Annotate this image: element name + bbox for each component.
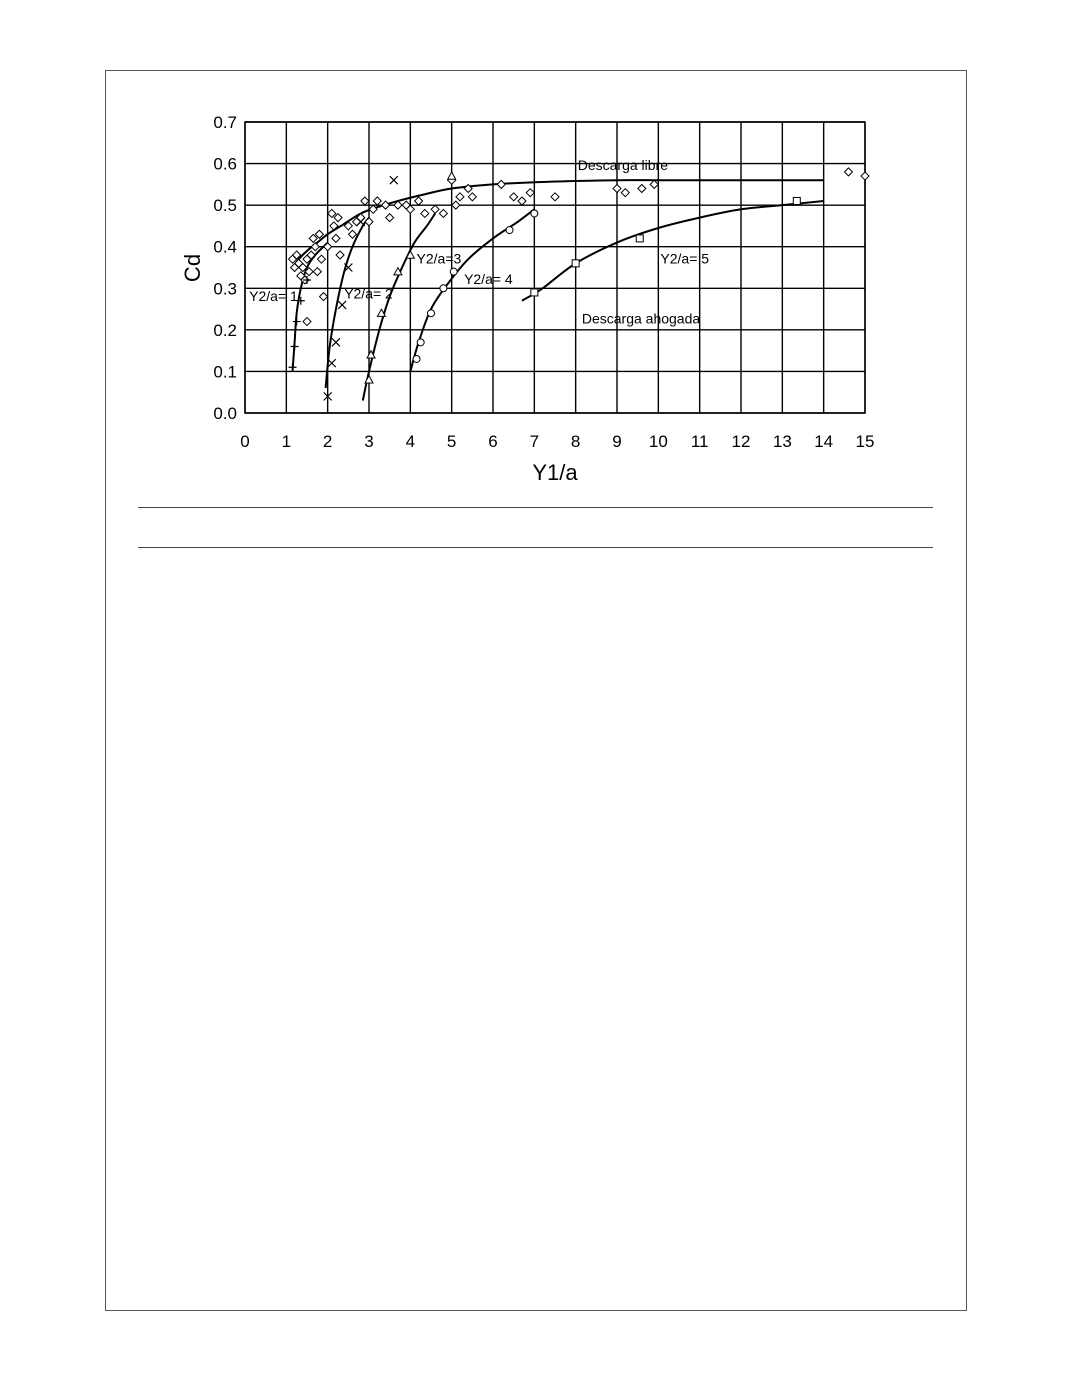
y-axis-title: Cd	[180, 253, 205, 283]
x-tick-labels	[240, 432, 874, 451]
x-tick-label: 11	[690, 432, 709, 451]
circle-marker	[450, 268, 457, 275]
curve-annotation: Descarga libre	[577, 156, 668, 173]
x-tick-label: 10	[648, 432, 668, 451]
circle-marker	[506, 227, 513, 234]
circle-marker	[428, 310, 435, 317]
x-tick-label: 3	[364, 432, 374, 451]
y-tick-label: 0.3	[213, 279, 237, 299]
x-tick-label: 14	[814, 432, 834, 451]
x-tick-label: 1	[281, 432, 292, 451]
y-tick-label: 0.0	[213, 404, 237, 423]
y-tick-labels	[213, 113, 237, 423]
x-tick-label: 5	[446, 432, 457, 451]
y-tick-label: 0.2	[213, 320, 237, 340]
x-tick-label: 0	[240, 432, 250, 451]
y-tick-label: 0.1	[213, 362, 237, 382]
x-tick-label: 2	[322, 432, 333, 451]
x-axis-title: Y1/a	[532, 460, 578, 485]
curve-annotation: Descarga ahogada	[581, 310, 701, 327]
square-marker	[572, 260, 579, 267]
x-tick-label: 13	[772, 432, 792, 451]
x-tick-label: 8	[570, 432, 581, 451]
circle-marker	[417, 339, 424, 346]
x-tick-label: 4	[405, 432, 416, 451]
plot-area	[245, 122, 865, 413]
circle-marker	[440, 285, 447, 292]
y-tick-label: 0.7	[213, 113, 237, 132]
chart	[0, 0, 1071, 600]
square-marker	[636, 235, 643, 242]
circle-marker	[531, 210, 538, 217]
y-tick-label: 0.4	[213, 237, 237, 257]
x-tick-label: 15	[855, 432, 875, 451]
x-tick-label: 12	[731, 432, 751, 451]
x-tick-label: 9	[612, 432, 622, 451]
y-tick-label: 0.6	[213, 154, 237, 174]
curve-annotation: Y2/a= 1	[249, 287, 298, 304]
curve-annotation: Y2/a= 5	[660, 250, 710, 267]
x-tick-label: 6	[488, 432, 498, 451]
square-marker	[793, 197, 800, 204]
square-marker	[531, 289, 538, 296]
curve-annotation: Y2/a=3	[416, 250, 462, 267]
x-tick-label: 7	[529, 432, 540, 451]
curve-annotation: Y2/a= 2	[344, 285, 393, 302]
circle-marker	[413, 355, 420, 362]
y-tick-label: 0.5	[213, 196, 237, 216]
curve-annotation: Y2/a= 4	[464, 271, 513, 288]
